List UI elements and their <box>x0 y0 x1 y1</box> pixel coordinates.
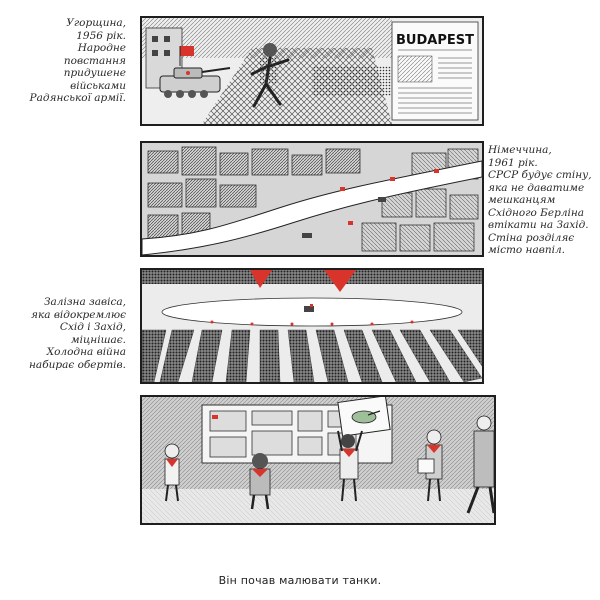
panel-iron-curtain <box>140 268 484 384</box>
caption-iron-curtain: Залізна завіса, яка відокремлює Схід і Захід, міцнішає. Холодна війна набирає обертів. <box>29 296 126 371</box>
illustration-classroom <box>142 397 494 523</box>
red-flag-icon <box>180 46 194 56</box>
illustration-hungary <box>142 18 482 124</box>
newspaper <box>392 22 478 120</box>
illustration-berlin-wall <box>142 143 482 255</box>
panel-germany-1961 <box>140 141 484 257</box>
caption-germany-1961: Німеччина, 1961 рік. СРСР будує стіну, яка не даватиме мешканцям Східного Берліна втікати на Захід. Стіна розділяє місто навпіл. <box>488 144 592 256</box>
panel-classroom <box>140 395 496 525</box>
caption-hungary-1956: Угорщина, 1956 рік. Народне повстання придушене військами Радянської армії. <box>29 17 126 104</box>
footer-caption: Він почав малювати танки. <box>218 574 382 587</box>
panel-hungary-1956 <box>140 16 484 126</box>
illustration-parade <box>142 270 482 382</box>
newspaper-headline: BUDAPEST <box>396 33 474 48</box>
held-drawing <box>338 397 390 436</box>
